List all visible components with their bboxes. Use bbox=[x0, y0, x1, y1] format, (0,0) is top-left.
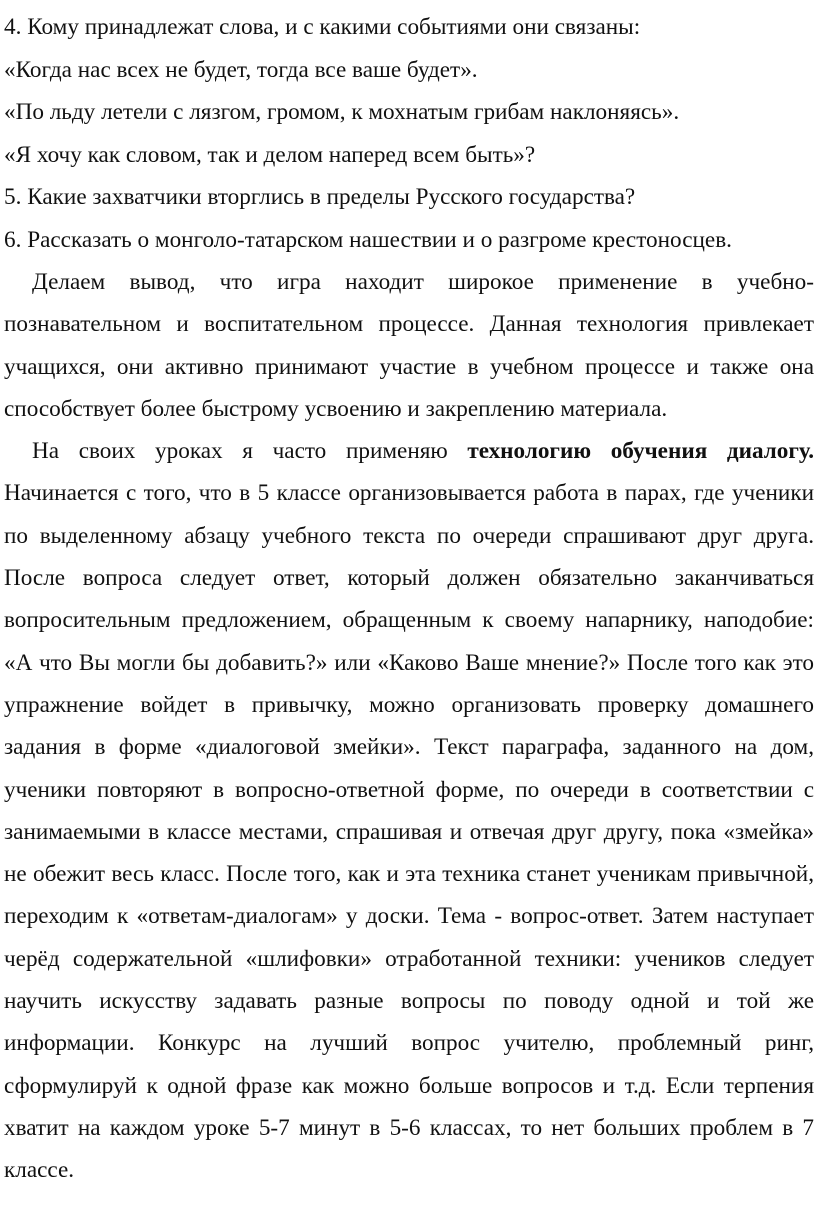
quote-3: «Я хочу как словом, так и делом наперед всем быть»? bbox=[4, 141, 536, 168]
question-5: 5. Какие захватчики вторглись в пределы Русского государства? bbox=[4, 184, 636, 210]
dialogue-bold-term: технологию обучения диалогу. bbox=[467, 438, 814, 465]
quote-2: «По льду летели с лязгом, громом, к мохнатым грибам наклоняясь». bbox=[4, 99, 680, 125]
dialogue-body: Начинается с того, что в 5 классе организовывается работа в парах, где ученики по выделенному абзацу учебного текста по очереди спрашивают друг друга. После вопроса следует ответ, который должен обязательно заканчиваться вопросительным предложением, обращенным к своему напарнику, наподобие: «А что Вы могли бы добавить?» или «Каково Ваше мнение?» После того как это упражнение войдет в привычку, можно организовать проверку домашнего задания в форме «диалоговой змейки». Текст параграфа, заданного на дом, ученики повторяют в вопросно-ответной форме, по очереди в соответствии с занимаемыми в классе местами, спрашивая и отвечая друг другу, пока «змейка» не обежит весь класс. После того, как и эта техника станет ученикам привычной, переходим к «ответам-диалогам» у доски. Тема - вопрос-ответ. Затем наступает черёд содержательной «шлифовки» отработанной техники: учеников следует научить искусству задавать разные вопросы по поводу одной и той же информации. Конкурс на лучший вопрос учителю, проблемный ринг, сформулируй к одной фразе как можно больше вопросов и т.д. Если терпения хватит на каждом уроке 5-7 минут в 5-6 классах, то нет больших проблем в 7 классе. bbox=[4, 480, 814, 1184]
quote-1: «Когда нас всех не будет, тогда все ваше будет». bbox=[4, 56, 478, 83]
dialogue-paragraph bbox=[4, 430, 814, 1191]
question-6: 6. Рассказать о монголо-татарском нашествии и о разгроме крестоносцев. bbox=[4, 226, 732, 253]
question-4: 4. Кому принадлежат слова, и с какими событиями они связаны: bbox=[4, 14, 641, 40]
conclusion-paragraph: Делаем вывод, что игра находит широкое применение в учебно-познавательном и воспитательном процессе. Данная технология привлекает учащихся, они активно принимают участие в учебном процессе и также она способствует более быстрому усвоению и закреплению материала. bbox=[4, 269, 814, 422]
questions-list bbox=[4, 6, 814, 261]
dialogue-intro: На своих уроках я часто применяю bbox=[32, 438, 468, 465]
